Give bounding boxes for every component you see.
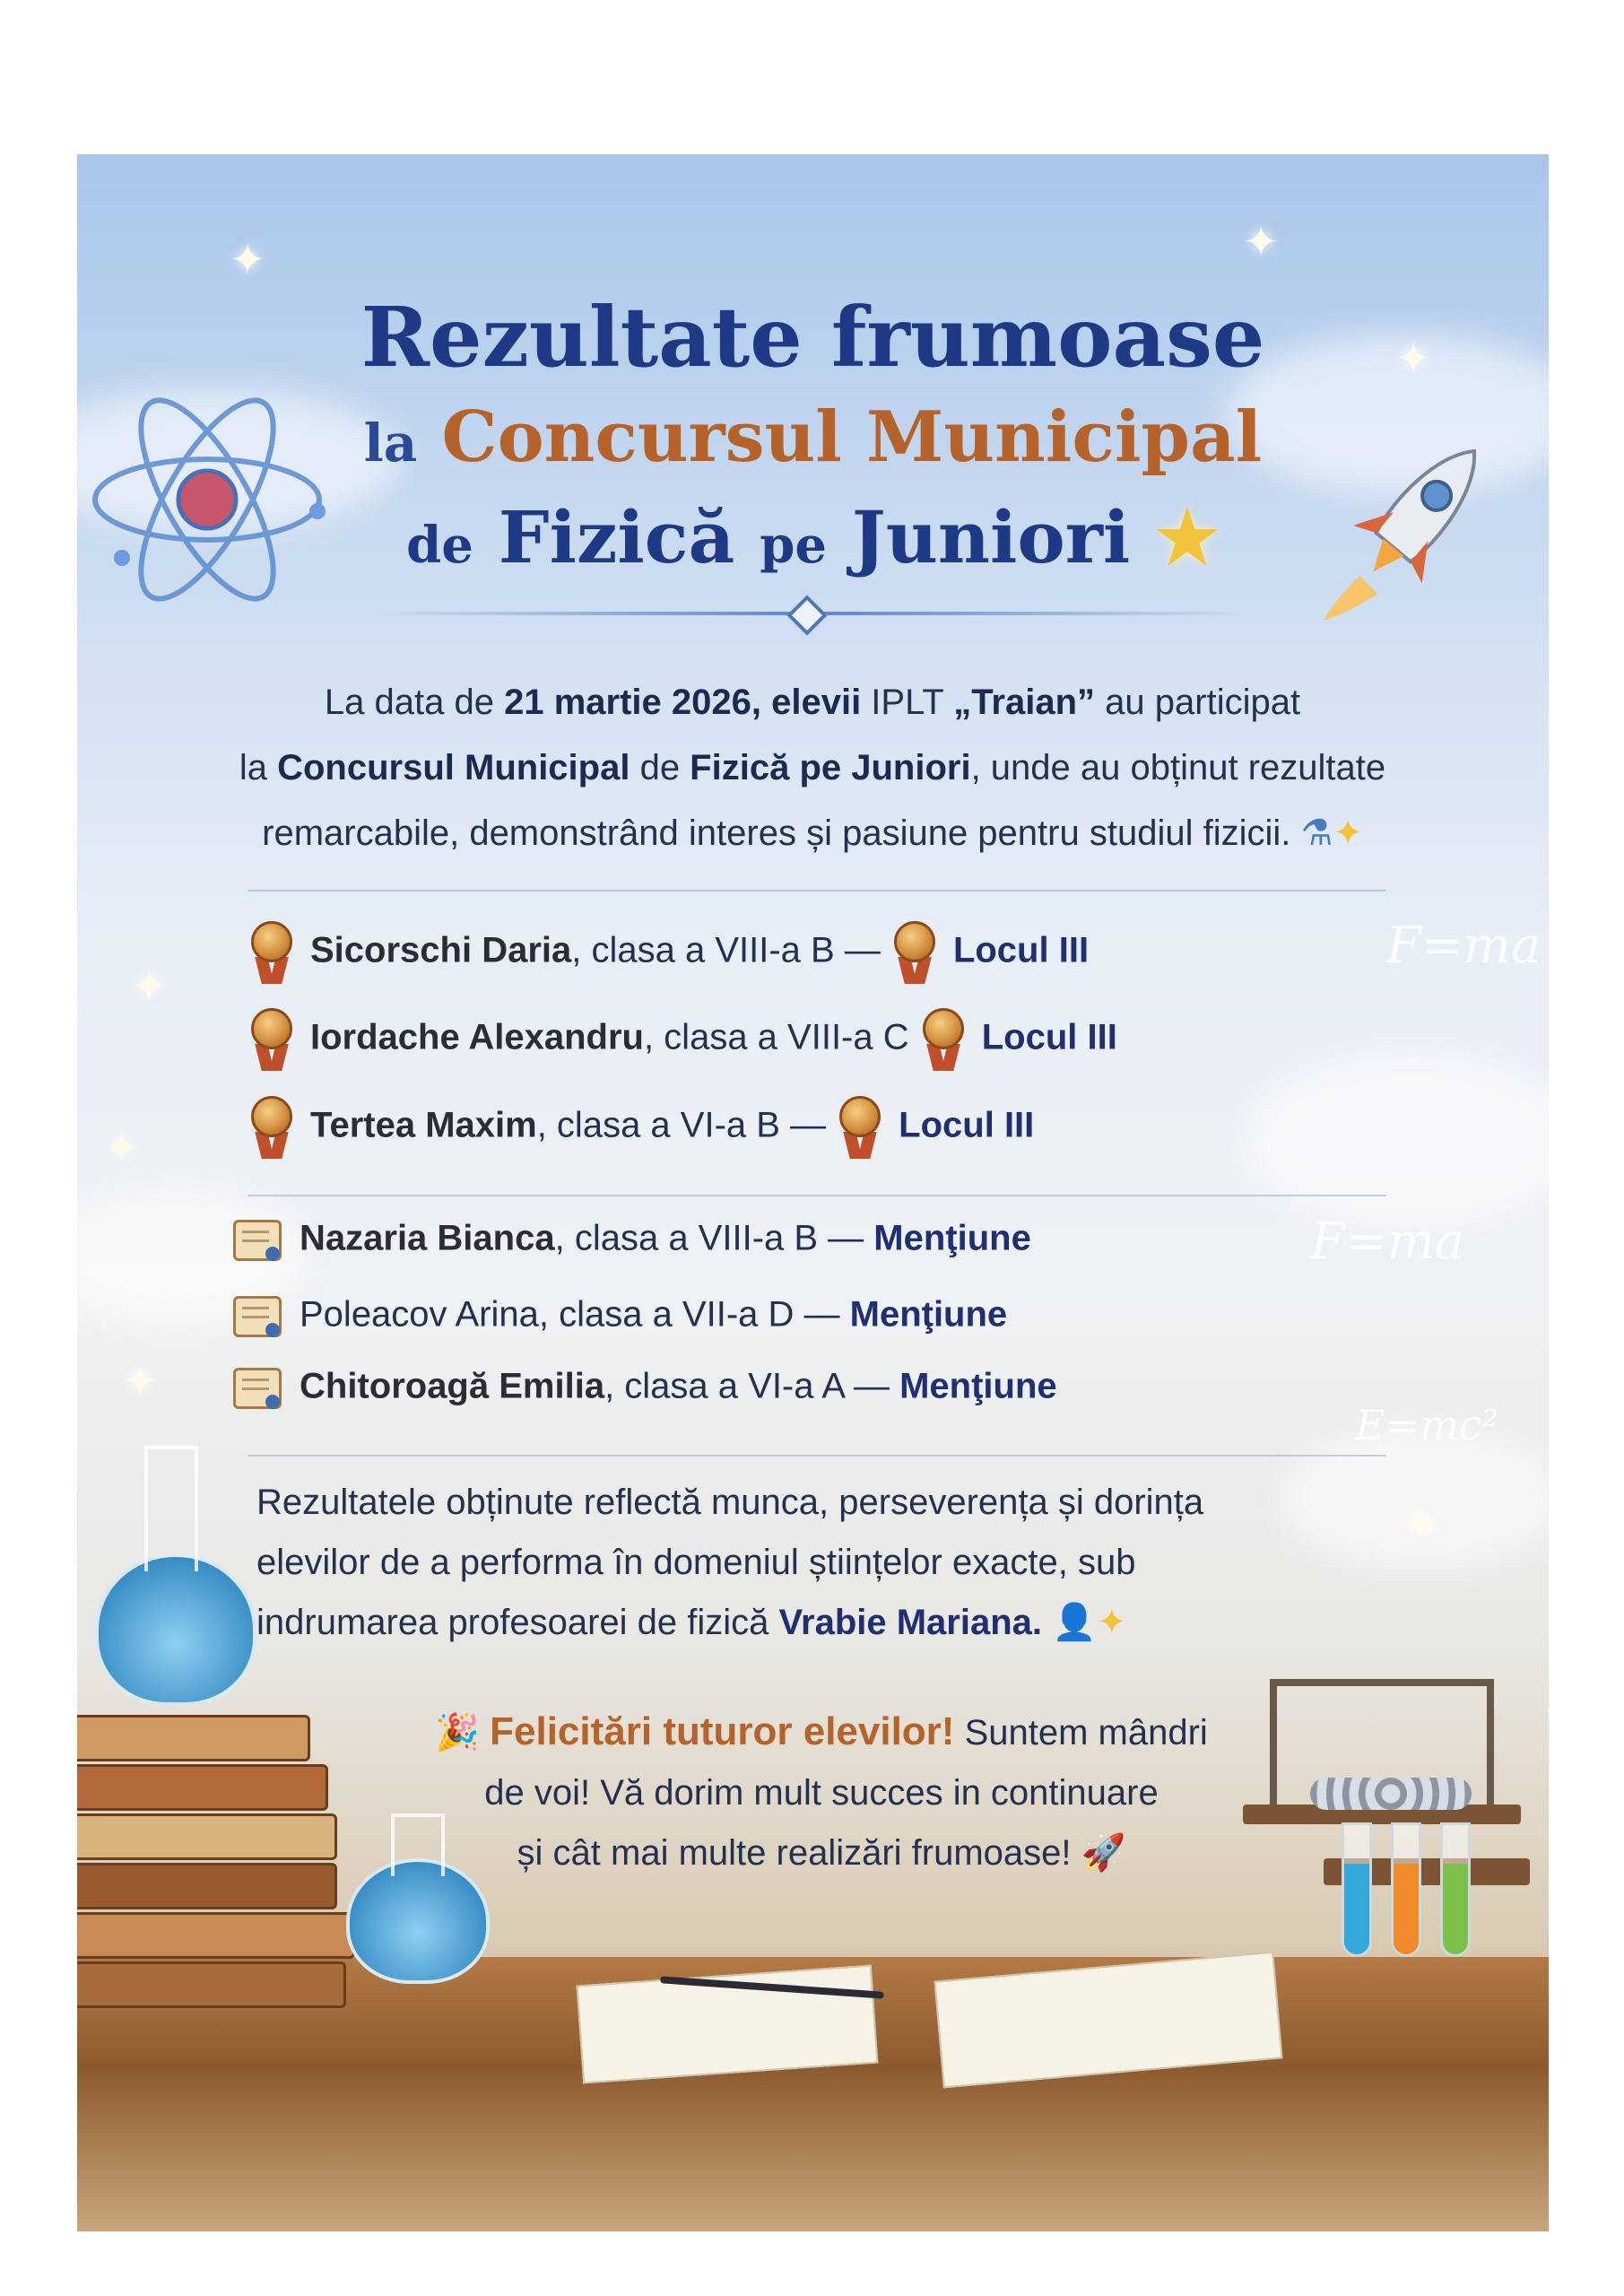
book — [77, 1912, 355, 1959]
section-divider — [248, 1195, 1386, 1196]
formula-text: F=ma — [1386, 917, 1541, 975]
book — [77, 1764, 328, 1811]
sparkle-icon: ✦ — [1404, 1501, 1441, 1549]
diploma-scroll-icon — [230, 1361, 285, 1416]
mention-class: , clasa a VI-a A — — [604, 1366, 900, 1406]
intro-text: , unde au obținut rezultate — [970, 748, 1386, 787]
sparkle-icon: ✦ — [1395, 335, 1432, 383]
title-juniori: Juniori — [851, 495, 1131, 579]
title-line-1: Rezultate frumoase — [360, 289, 1265, 386]
mention-row — [230, 1289, 1007, 1344]
award-name: Sicorschi Daria — [310, 930, 572, 970]
title-line-2 — [77, 396, 1549, 478]
mention-name: Poleacov Arina — [300, 1294, 539, 1335]
sparkle-icon: ✦ — [230, 237, 266, 284]
award-row — [248, 1008, 1117, 1071]
sparkle-icon: ✦ — [1243, 219, 1280, 266]
intro-text: de — [630, 748, 690, 787]
party-popper-icon: 🎉 — [435, 1713, 480, 1752]
intro-school: „Traian” — [953, 683, 1096, 722]
section-divider — [248, 1455, 1386, 1457]
award-result: Locul III — [899, 1105, 1035, 1145]
congrats-highlight: Felicitări tuturor elevilor! — [490, 1709, 955, 1753]
intro-text: au participat — [1095, 683, 1301, 722]
intro-contest-2: Fizică pe Juniori — [690, 748, 971, 787]
award-result: Locul III — [981, 1017, 1117, 1057]
section-divider — [248, 890, 1386, 891]
medal-icon — [248, 1008, 296, 1071]
divider-diamond — [786, 595, 827, 635]
congrats-text: și cât mai multe realizări frumoase! — [517, 1833, 1072, 1873]
award-class: , clasa a VIII-a B — — [571, 930, 890, 970]
flask-icon — [95, 1553, 256, 1706]
intro-text: La data de — [324, 683, 505, 722]
mention-result: Menţiune — [899, 1366, 1057, 1406]
title-la: la — [363, 413, 418, 474]
book — [77, 1715, 310, 1761]
test-tube — [1391, 1822, 1421, 1957]
newton-cradle-balls — [1310, 1778, 1472, 1810]
mention-row — [230, 1213, 1031, 1268]
intro-text: IPLT — [861, 683, 954, 722]
congrats-paragraph — [337, 1701, 1306, 1883]
star-icon: ★ — [1155, 495, 1220, 579]
book — [77, 1813, 337, 1860]
rocket-icon: 🚀 — [1081, 1833, 1126, 1873]
title-line-3 — [77, 495, 1549, 579]
closing-text: Rezultatele obținute reflectă munca, perseverența și dorința — [256, 1483, 1204, 1522]
intro-contest: Concursul Municipal — [277, 748, 630, 787]
cloud — [1243, 1051, 1549, 1231]
award-class: , clasa a VIII-a C — [643, 1017, 909, 1057]
mention-class: , clasa a VIII-a B — — [554, 1218, 874, 1258]
intro-text: la — [239, 748, 278, 787]
award-row — [248, 1096, 1034, 1159]
award-name: Tertea Maxim — [310, 1105, 537, 1145]
medal-icon — [248, 921, 296, 984]
poster — [77, 154, 1549, 2231]
teacher-name: Vrabie Mariana. — [778, 1603, 1043, 1642]
mention-class: , clasa a VII-a D — — [538, 1294, 850, 1335]
flask-sparkle-icon: ⚗✦ — [1300, 813, 1363, 853]
award-name: Iordache Alexandru — [310, 1017, 644, 1057]
title-de: de — [406, 516, 473, 575]
title-pe: pe — [760, 516, 827, 575]
formula-text: F=ma — [1310, 1213, 1465, 1271]
book — [77, 1961, 346, 2008]
title-fizica: Fizică — [498, 495, 735, 579]
medal-icon — [890, 921, 939, 984]
sparkle-icon: ✦ — [131, 963, 168, 1011]
award-result: Locul III — [952, 930, 1090, 970]
mention-name: Nazaria Bianca — [300, 1218, 555, 1258]
medal-icon — [836, 1096, 884, 1159]
closing-paragraph — [256, 1473, 1422, 1653]
book — [77, 1863, 337, 1909]
intro-date: 21 martie 2026, elevii — [504, 683, 862, 722]
congrats-text: Suntem mândri — [954, 1713, 1208, 1752]
closing-text: elevilor de a performa în domeniul științelor exacte, sub — [256, 1543, 1136, 1582]
award-class: , clasa a VI-a B — — [536, 1105, 837, 1145]
teacher-icon: 👤✦ — [1052, 1603, 1127, 1642]
test-tube — [1342, 1822, 1372, 1957]
diploma-scroll-icon — [230, 1289, 285, 1344]
medal-icon — [248, 1096, 296, 1159]
mention-result: Menţiune — [873, 1218, 1031, 1258]
intro-text: remarcabile, demonstrând interes și pasiune pentru studiul fizicii. — [262, 813, 1291, 853]
diploma-scroll-icon — [230, 1213, 285, 1268]
closing-text: indrumarea profesoarei de fizică — [256, 1603, 779, 1642]
test-tube — [1440, 1822, 1471, 1957]
sparkle-icon: ✦ — [122, 1358, 159, 1405]
sparkle-icon: ✦ — [104, 1125, 141, 1172]
award-row — [248, 921, 1089, 984]
mention-result: Menţiune — [849, 1294, 1008, 1335]
formula-text: E=mc² — [1355, 1401, 1498, 1449]
mention-name: Chitoroagă Emilia — [300, 1366, 605, 1406]
mention-row — [230, 1361, 1057, 1416]
flask-neck — [144, 1446, 198, 1571]
title-contest: Concursul Municipal — [441, 396, 1263, 478]
medal-icon — [919, 1008, 968, 1071]
intro-paragraph — [158, 670, 1467, 866]
congrats-text: de voi! Vă dorim mult succes in continuare — [484, 1773, 1159, 1813]
